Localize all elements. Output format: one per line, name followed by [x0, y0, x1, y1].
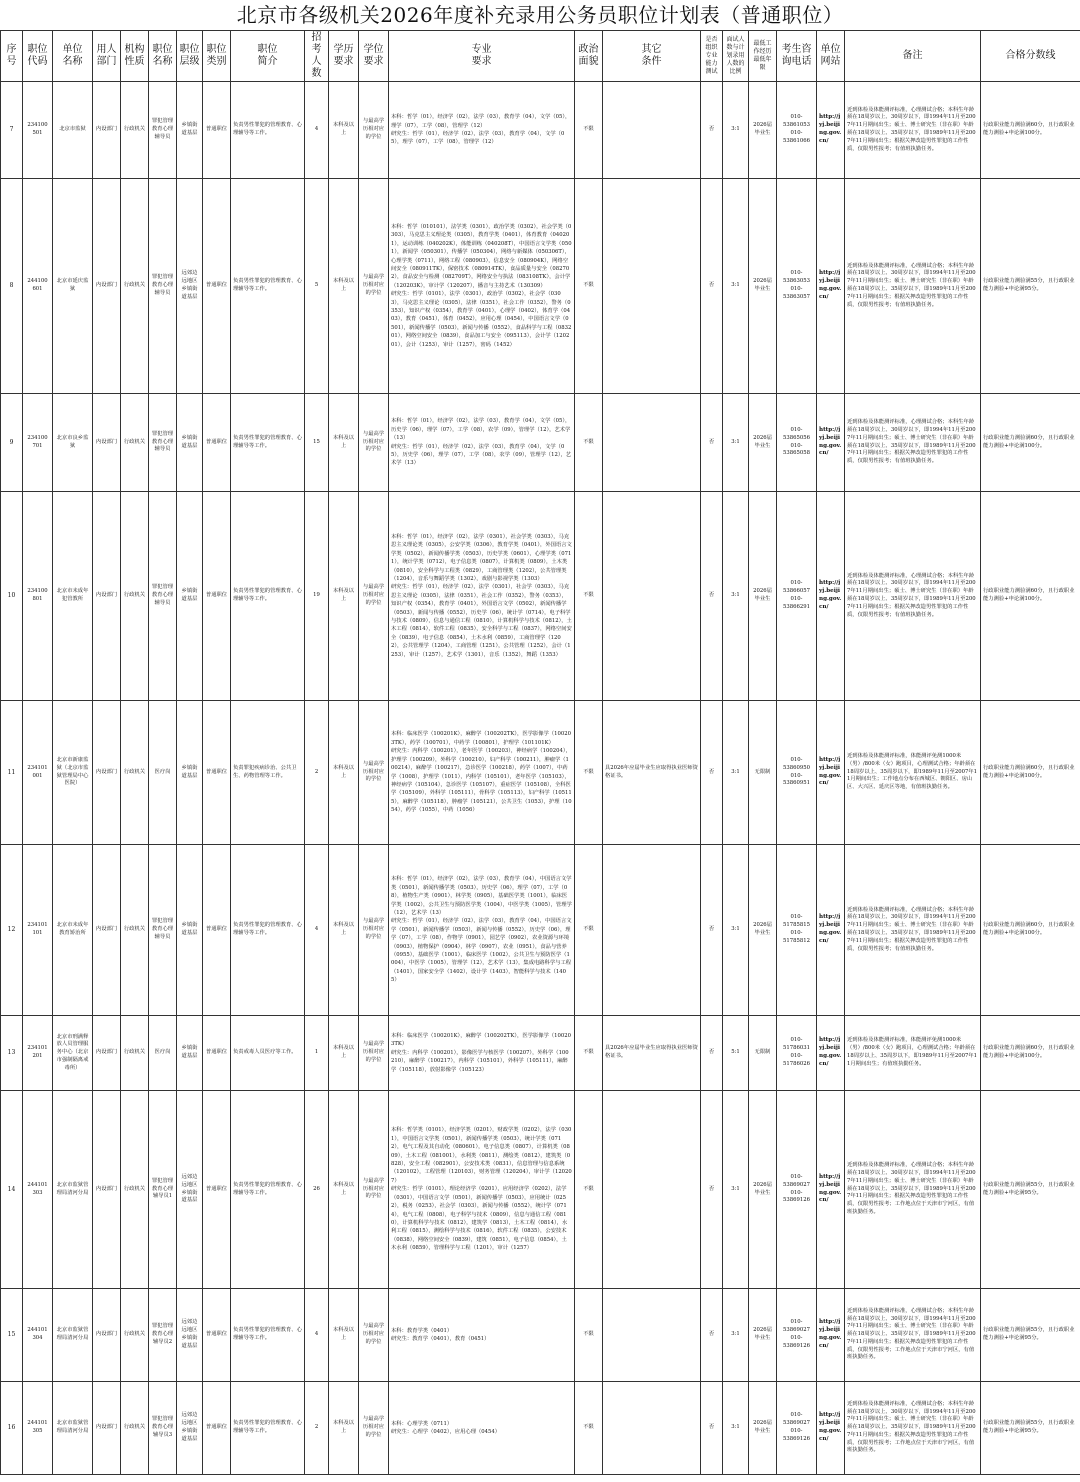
col-skill-test-header: 是否 组织 专业 能力 测试 [701, 31, 723, 82]
employing-dept: 内设部门 [93, 394, 121, 492]
col-ratio-header: 面试人 数与计 划录用 人数的 比例 [723, 31, 749, 82]
recruit-count: 4 [305, 82, 329, 179]
passing-score: 行政职业能力测验满55分，且行政职业能力测验+申论满95分。 [981, 1091, 1080, 1289]
work-experience: 无限制 [749, 701, 777, 845]
skill-test: 否 [701, 1382, 723, 1475]
major-requirement: 本科：临床医学（100201K），麻醉学（100202TK），医学影像学（100203TK） 研究生：内科学（100201），影像医学与核医学（100207），外科学（100210），麻醉学（100217），内科学（105101），外科学（105111），麻醉学（105118），放射影像学（105123） [389, 1016, 575, 1091]
col-code-header: 职位 代码 [23, 31, 53, 82]
position-code: 244101 305 [23, 1382, 53, 1475]
major-requirement: 本科：哲学（01），经济学（02），法学（03），教育学（04），中国语言文学类（0501），新闻传播学类（0503），历史学（06），理学（07），工学（08），植物生产类（0901），林学类（0905），基础医学类（1001），临床医学类（1002），公共卫生与预防医学类（1004），中医学类（1005），管理学（12），艺术学（13） 研究生：哲学（01），经济学（02），法学（03），教育学（04），中国语言文学（0501），新闻传播学（0503），新闻与传播（0552），历史学（06），理学（07），工学（08），作物学（0901），园艺学（0902），农业资源与环境（0903），植物保护（0904），林学（0907），农业（0951），食品与营养（0955），基础医学（1001），临床医学（1002），公共卫生与预防医学（1004），中医学（1005），管理学（12），艺术学（13），集成电路科学与工程（1401），国家安全学（1402），设计学（1403），智能科学与技术（1405） [389, 845, 575, 1016]
unit-name: 北京市延庆监狱 [53, 179, 93, 394]
unit-name: 北京市监狱管理局清河分局 [53, 1289, 93, 1382]
contact-phone: 010- 51786031 010- 51786026 [777, 1016, 817, 1091]
position-category: 普通职位 [203, 845, 231, 1016]
col-note-header: 备注 [845, 31, 981, 82]
contact-phone: 010- 53865056 010- 53865058 [777, 394, 817, 492]
position-category: 普通职位 [203, 1289, 231, 1382]
other-conditions [603, 1289, 701, 1382]
contact-phone: 010- 53869027 010- 53869126 [777, 1091, 817, 1289]
work-experience: 2026届毕业生 [749, 1091, 777, 1289]
unit-name: 北京市未成年犯管教所 [53, 492, 93, 701]
education-requirement: 本科及以上 [329, 1016, 359, 1091]
recruit-count: 15 [305, 394, 329, 492]
other-conditions [603, 179, 701, 394]
position-level: 远郊边远地区乡镇街道基层 [177, 1289, 203, 1382]
other-conditions [603, 394, 701, 492]
position-category: 普通职位 [203, 1016, 231, 1091]
row-index: 12 [1, 845, 23, 1016]
political-status: 不限 [575, 1091, 603, 1289]
col-major-header: 专业 要求 [389, 31, 575, 82]
unit-name: 北京市监狱管理局清河分局 [53, 1382, 93, 1475]
position-code: 244101 303 [23, 1091, 53, 1289]
remarks: 近到体检及体能测评标准，心理测试合格；本科生年龄须在18周岁以上、30周岁以下，即1994年11月至2007年11月期间出生；硕士、博士研究生（非在职）年龄须在18周岁以上、35周岁以下，即1989年11月至2007年11月期间出生；根据关押改造男性罪犯的工作性质，仅限男性报考；工作地点位于天津市宁河区，有值班执勤任务。 [845, 1289, 981, 1382]
table-row [1, 1382, 1080, 1475]
skill-test: 否 [701, 179, 723, 394]
interview-ratio: 3:1 [723, 845, 749, 1016]
political-status: 不限 [575, 179, 603, 394]
position-intro: 负责男性罪犯的管理教育、心理辅导等工作。 [231, 845, 305, 1016]
employing-dept: 内设部门 [93, 492, 121, 701]
position-level: 乡镇街道基层 [177, 82, 203, 179]
position-code: 234100 801 [23, 492, 53, 701]
org-nature: 行政机关 [121, 845, 149, 1016]
remarks: 近到体检及体能测评标准，心理测试合格；本科生年龄须在18周岁以上、30周岁以下，即1994年11月至2007年11月期间出生；硕士、博士研究生（非在职）年龄须在18周岁以上、35周岁以下，即1989年11月至2007年11月期间出生；根据关押改造男性罪犯的工作性质，仅限男性报考；工作地点位于天津市宁河区，有值班执勤任务。 [845, 1382, 981, 1475]
table-row [1, 701, 1080, 845]
other-conditions [603, 82, 701, 179]
employing-dept: 内设部门 [93, 1289, 121, 1382]
position-intro: 负责罪犯疾病诊治、公共卫生、药物管理等工作。 [231, 701, 305, 845]
political-status: 不限 [575, 394, 603, 492]
col-website-header: 单位 网站 [817, 31, 845, 82]
remarks: 近到体检及体能测评标准，心理测试合格；本科生年龄须在18周岁以上、30周岁以下，即1994年11月至2007年11月期间出生；硕士、博士研究生（非在职）年龄须在18周岁以上、35周岁以下，即1989年11月至2007年11月期间出生；根据关押改造男性罪犯的工作性质，仅限男性报考；有值班执勤任务。 [845, 82, 981, 179]
unit-website[interactable]: http://jyj.beijing.gov.cn/ [817, 701, 845, 845]
passing-score: 行政职业能力测验满55分，且行政职业能力测验+申论满95分。 [981, 179, 1080, 394]
unit-name: 北京市监狱 [53, 82, 93, 179]
position-name: 罪犯管理教育心理辅导员 [149, 394, 177, 492]
interview-ratio: 3:1 [723, 492, 749, 701]
recruit-count: 5 [305, 179, 329, 394]
skill-test: 否 [701, 701, 723, 845]
unit-website[interactable]: http://jyj.beijing.gov.cn/ [817, 82, 845, 179]
position-name: 罪犯管理教育心理辅导员 [149, 845, 177, 1016]
position-level: 乡镇街道基层 [177, 1016, 203, 1091]
contact-phone: 010- 51785815 010- 51785812 [777, 845, 817, 1016]
recruit-count: 26 [305, 1091, 329, 1289]
degree-requirement: 与最高学历相对应的学位 [359, 82, 389, 179]
remarks: 近到体检及体能测评标准，体能测评免测1000米（男）/800米（女）跑项目，心理测试合格；年龄须在18周岁以上、35周岁以下，即1989年11月至2007年11月期间出生；工作地点分布在西城区、朝阳区、房山区、大兴区、延庆区等地，有值班执勤任务。 [845, 701, 981, 845]
position-level: 乡镇街道基层 [177, 492, 203, 701]
row-index: 16 [1, 1382, 23, 1475]
interview-ratio: 5:1 [723, 1016, 749, 1091]
work-experience: 无限制 [749, 1016, 777, 1091]
col-degree-header: 学位 要求 [359, 31, 389, 82]
degree-requirement: 与最高学历相对应的学位 [359, 1289, 389, 1382]
employing-dept: 内设部门 [93, 179, 121, 394]
passing-score: 行政职业能力测验满55分，且行政职业能力测验+申论满95分。 [981, 1289, 1080, 1382]
work-experience: 2026届毕业生 [749, 1382, 777, 1475]
position-name: 罪犯管理教育心理辅导员 [149, 492, 177, 701]
employing-dept: 内设部门 [93, 82, 121, 179]
education-requirement: 本科及以上 [329, 1289, 359, 1382]
unit-website[interactable]: http://jyj.beijing.gov.cn/ [817, 1091, 845, 1289]
interview-ratio: 3:1 [723, 701, 749, 845]
position-code: 234101 101 [23, 845, 53, 1016]
table-header [1, 31, 1080, 82]
degree-requirement: 与最高学历相对应的学位 [359, 701, 389, 845]
unit-website[interactable]: http://jyj.beijing.gov.cn/ [817, 1289, 845, 1382]
position-level: 远郊边远地区乡镇街道基层 [177, 1382, 203, 1475]
row-index: 7 [1, 82, 23, 179]
unit-name: 北京市监狱管理局清河分局 [53, 1091, 93, 1289]
work-experience: 2026届毕业生 [749, 82, 777, 179]
degree-requirement: 与最高学历相对应的学位 [359, 492, 389, 701]
other-conditions [603, 1382, 701, 1475]
position-category: 普通职位 [203, 179, 231, 394]
position-name: 罪犯管理教育心理辅导员1 [149, 1091, 177, 1289]
position-level: 乡镇街道基层 [177, 845, 203, 1016]
skill-test: 否 [701, 1016, 723, 1091]
remarks: 近到体检及体能测评标准，心理测试合格；本科生年龄须在18周岁以上、30周岁以下，即1994年11月至2007年11月期间出生；硕士、博士研究生（非在职）年龄须在18周岁以上、35周岁以下，即1989年11月至2007年11月期间出生；根据关押改造男性罪犯的工作性质，仅限男性报考；有值班执勤任务。 [845, 492, 981, 701]
interview-ratio: 3:1 [723, 179, 749, 394]
political-status: 不限 [575, 82, 603, 179]
position-name: 医疗岗 [149, 701, 177, 845]
position-intro: 负责男性罪犯的管理教育、心理辅导等工作。 [231, 1091, 305, 1289]
position-name: 罪犯管理教育心理辅导员3 [149, 1382, 177, 1475]
position-intro: 负责男性罪犯的管理教育、心理辅导等工作。 [231, 1289, 305, 1382]
table-row [1, 179, 1080, 394]
row-index: 8 [1, 179, 23, 394]
political-status: 不限 [575, 492, 603, 701]
major-requirement: 本科：教育学类（0401） 研究生：教育学（0401），教育（0451） [389, 1289, 575, 1382]
position-category: 普通职位 [203, 82, 231, 179]
position-code: 234100 701 [23, 394, 53, 492]
row-index: 14 [1, 1091, 23, 1289]
position-name: 罪犯管理教育心理辅导员2 [149, 1289, 177, 1382]
contact-phone: 010- 53866057 010- 53866291 [777, 492, 817, 701]
position-level: 乡镇街道基层 [177, 394, 203, 492]
recruit-count: 4 [305, 1289, 329, 1382]
unit-website[interactable]: http://jyj.beijing.gov.cn/ [817, 845, 845, 1016]
org-nature: 行政机关 [121, 82, 149, 179]
employing-dept: 内设部门 [93, 701, 121, 845]
org-nature: 行政机关 [121, 492, 149, 701]
col-education-header: 学历 要求 [329, 31, 359, 82]
position-name: 医疗岗 [149, 1016, 177, 1091]
table-row [1, 492, 1080, 701]
education-requirement: 本科及以上 [329, 82, 359, 179]
degree-requirement: 与最高学历相对应的学位 [359, 845, 389, 1016]
major-requirement: 本科：哲学（010101），法学类（0301），政治学类（0302），社会学类（0303），马克思主义理论类（0305），教育学类（0401），体育教育（040201），运动训练（040202K），体能训练（040208T），中国语言文学类（0501），新闻学（050301），传播学（050304），网络与新媒体（050306T），心理学类（0711），网络工程（080903），信息安全（080904K），网络空间安全（080911TK），保密技术（080914TK），食品质量与安全（082702），食品安全与检测（082709T），网络安全与执法（083108TK），会计学（120203K），审计学（120207），播音与主持艺术（130309） 研究生：哲学（0101），法学（0301），政治学（0302），社会学（0303），马克思主义理论（0305），法律（0351），社会工作（0352），警务（0353），知识产权（0354），教育学（0401），心理学（0402），体育学（0403），教育（0451），体育（0452），应用心理（0454），中国语言文学（0501），新闻传播学（0503），新闻与传播（0552），食品科学与工程（083201），网络空间安全（0839），食品加工与安全（095113），会计学（120201），会计（1253），审计（1257），密码（1452） [389, 179, 575, 394]
document-title: 北京市各级机关2026年度补充录用公务员职位计划表（普通职位） [236, 3, 844, 27]
interview-ratio: 3:1 [723, 1289, 749, 1382]
passing-score: 行政职业能力测验满60分，且行政职业能力测验+申论满100分。 [981, 845, 1080, 1016]
position-name: 罪犯管理教育心理辅导员 [149, 179, 177, 394]
position-level: 远郊边远地区乡镇街道基层 [177, 179, 203, 394]
contact-phone: 010- 53861053 010- 53861066 [777, 82, 817, 179]
position-level: 远郊边远地区乡镇街道基层 [177, 1091, 203, 1289]
major-requirement: 本科：哲学（01），经济学（02），法学（03），教育学（04），文学（05），理学（07），工学（08），管理学（12） 研究生：哲学（01），经济学（02），法学（03），教育学（04），文学（05），理学（07），工学（08），管理学（12） [389, 82, 575, 179]
table-body [1, 82, 1080, 1475]
position-code: 234101 201 [23, 1016, 53, 1091]
table-row [1, 82, 1080, 179]
unit-name: 北京市新康监狱（北京市监狱管理局中心医院） [53, 701, 93, 845]
position-code: 234101 001 [23, 701, 53, 845]
interview-ratio: 3:1 [723, 394, 749, 492]
major-requirement: 本科：哲学（01），经济学（02），法学（0301），社会学类（0303），马克思主义理论类（0305），公安学类（0306），教育学类（0401），外国语言文学类（0502），新闻传播学类（0503），历史学类（0601），心理学类（0711），统计学类（0712），电子信息类（0807），计算机类（0809），土木类（0810），安全科学与工程类（0829），工商管理类（1202），公共管理类（1204），音乐与舞蹈学类（1302），戏剧与影视学类（1303） 研究生：哲学（01），经济学（02），法学（0301），社会学（0303），马克思主义理论（0305），法律（0351），社会工作（0352），警务（0353），知识产权（0354），教育学（0401），外国语言文学（0502），新闻传播学（0503），新闻与传播（0552），历史学（06），统计学（0714），电子科学与技术（0809），信息与通信工程（0810），计算机科学与技术（0812），土木工程（0814），软件工程（0835），安全科学与工程（0837），网络空间安全（0839），电子信息（0854），土木水利（0859），工商管理学（1202），公共管理学（1204），工商管理（1251），公共管理（1252），会计（1253），审计（1257），艺术学（1301），音乐（1352），舞蹈（1353） [389, 492, 575, 701]
major-requirement: 本科：哲学（01），经济学（02），法学（03），教育学（04），文学（05），历史学（06），理学（07），工学（08），农学（09），管理学（12），艺术学（13） 研究生：哲学（01），经济学（02），法学（03），教育学（04），文学（05），历史学（06），理学（07），工学（08），农学（09），管理学（12），艺术学（13） [389, 394, 575, 492]
other-conditions: 具2026年应届毕业生应取得执业医师资格证书。 [603, 701, 701, 845]
interview-ratio: 3:1 [723, 1091, 749, 1289]
col-intro-header: 职位 简介 [231, 31, 305, 82]
position-category: 普通职位 [203, 394, 231, 492]
education-requirement: 本科及以上 [329, 1382, 359, 1475]
political-status: 不限 [575, 845, 603, 1016]
position-plan-table [0, 30, 1080, 1475]
work-experience: 2026届毕业生 [749, 394, 777, 492]
col-category-header: 职位 类别 [203, 31, 231, 82]
col-score-header: 合格分数线 [981, 31, 1080, 82]
table-row [1, 394, 1080, 492]
other-conditions: 具2026年应届毕业生应取得执业医师资格证书。 [603, 1016, 701, 1091]
position-level: 乡镇街道基层 [177, 701, 203, 845]
other-conditions [603, 845, 701, 1016]
education-requirement: 本科及以上 [329, 492, 359, 701]
position-category: 普通职位 [203, 492, 231, 701]
row-index: 10 [1, 492, 23, 701]
skill-test: 否 [701, 1289, 723, 1382]
org-nature: 行政机关 [121, 179, 149, 394]
table-row [1, 1289, 1080, 1382]
col-count-header: 招考 人数 [305, 31, 329, 82]
position-intro: 负责男性罪犯的管理教育、心理辅导等工作。 [231, 82, 305, 179]
position-code: 244100 601 [23, 179, 53, 394]
remarks: 近到体检及体能测评标准，心理测试合格；本科生年龄须在18周岁以上、30周岁以下，即1994年11月至2007年11月期间出生；硕士、博士研究生（非在职）年龄须在18周岁以上、35周岁以下，即1989年11月至2007年11月期间出生；根据关押改造男性罪犯的工作性质，仅限男性报考；有值班执勤任务。 [845, 845, 981, 1016]
org-nature: 行政机关 [121, 1289, 149, 1382]
education-requirement: 本科及以上 [329, 845, 359, 1016]
position-category: 普通职位 [203, 1382, 231, 1475]
employing-dept: 内设部门 [93, 845, 121, 1016]
org-nature: 行政机关 [121, 1016, 149, 1091]
unit-website[interactable]: http://jyj.beijing.gov.cn/ [817, 179, 845, 394]
col-index-header: 序号 [1, 31, 23, 82]
col-dept-header: 用人 部门 [93, 31, 121, 82]
row-index: 9 [1, 394, 23, 492]
work-experience: 2026届毕业生 [749, 1289, 777, 1382]
major-requirement: 本科：哲学类（0101），经济学类（0201），财政学类（0202），法学（0301），中国语言文学类（0501），新闻传播学类（0503），统计学类（0712），电气工程及其自动化（080601），电子信息类（0807），计算机类（0809），土木工程（081001），水利类（0811），测绘类（0812），建筑类（0828），安全工程（082901），公安技术类（0831），信息管理与信息系统（120102），工程管理（120103），财务管理（120204），审计学（120207） 研究生：哲学（0101），理论经济学（0201），应用经济学（0202），法学（0301），中国语言文学（0501），新闻传播学（0503），应用统计（0252），税务（0253），社会学（0303），新闻与传播（0552），统计学（0714），电气工程（0808），电子科学与技术（0809），信息与通信工程（0810），计算机科学与技术（0812），建筑学（0813），土木工程（0814），水利工程（0815），测绘科学与技术（0816），软件工程（0835），公安技术（0838），网络空间安全（0839），建筑（0851），电子信息（0854），土木水利（0859），管理科学与工程（1201），审计（1257） [389, 1091, 575, 1289]
position-category: 普通职位 [203, 701, 231, 845]
skill-test: 否 [701, 845, 723, 1016]
education-requirement: 本科及以上 [329, 701, 359, 845]
position-name: 罪犯管理教育心理辅导员 [149, 82, 177, 179]
degree-requirement: 与最高学历相对应的学位 [359, 1382, 389, 1475]
org-nature: 行政机关 [121, 701, 149, 845]
unit-website[interactable]: http://jyj.beijing.gov.cn/ [817, 492, 845, 701]
unit-website[interactable]: http://jyj.beijing.gov.cn/ [817, 1382, 845, 1475]
political-status: 不限 [575, 1382, 603, 1475]
unit-name: 北京市刑满释放人员管理服务中心（北京市强制隔离戒毒所） [53, 1016, 93, 1091]
col-political-header: 政治 面貌 [575, 31, 603, 82]
work-experience: 2026届毕业生 [749, 845, 777, 1016]
education-requirement: 本科及以上 [329, 1091, 359, 1289]
skill-test: 否 [701, 394, 723, 492]
position-intro: 负责男性罪犯的管理教育、心理辅导等工作。 [231, 394, 305, 492]
position-intro: 负责男性罪犯的管理教育、心理辅导等工作。 [231, 179, 305, 394]
org-nature: 行政机关 [121, 1091, 149, 1289]
other-conditions [603, 1091, 701, 1289]
recruit-count: 19 [305, 492, 329, 701]
org-nature: 行政机关 [121, 394, 149, 492]
work-experience: 2026届毕业生 [749, 492, 777, 701]
contact-phone: 010- 53869027 010- 53869126 [777, 1289, 817, 1382]
skill-test: 否 [701, 82, 723, 179]
passing-score: 行政职业能力测验满60分，且行政职业能力测验+申论满100分。 [981, 701, 1080, 845]
passing-score: 行政职业能力测验满55分，且行政职业能力测验+申论满95分。 [981, 1382, 1080, 1475]
recruit-count: 2 [305, 701, 329, 845]
row-index: 15 [1, 1289, 23, 1382]
row-index: 11 [1, 701, 23, 845]
passing-score: 行政职业能力测验满60分，且行政职业能力测验+申论满100分。 [981, 82, 1080, 179]
unit-website[interactable]: http://jyj.beijing.gov.cn/ [817, 394, 845, 492]
table-row [1, 1091, 1080, 1289]
col-level-header: 职位 层级 [177, 31, 203, 82]
education-requirement: 本科及以上 [329, 179, 359, 394]
remarks: 近到体检及体能测评标准，心理测试合格；本科生年龄须在18周岁以上、30周岁以下，即1994年11月至2007年11月期间出生；硕士、博士研究生（非在职）年龄须在18周岁以上、35周岁以下，即1989年11月至2007年11月期间出生；根据关押改造男性罪犯的工作性质，仅限男性报考；工作地点位于天津市宁河区，有值班执勤任务。 [845, 1091, 981, 1289]
col-unit-header: 单位 名称 [53, 31, 93, 82]
table-row [1, 845, 1080, 1016]
col-position-name-header: 职位 名称 [149, 31, 177, 82]
employing-dept: 内设部门 [93, 1016, 121, 1091]
position-intro: 负责戒毒人员医疗等工作。 [231, 1016, 305, 1091]
political-status: 不限 [575, 701, 603, 845]
employing-dept: 内设部门 [93, 1091, 121, 1289]
position-intro: 负责男性罪犯的管理教育、心理辅导等工作。 [231, 492, 305, 701]
major-requirement: 本科：临床医学（100201K），麻醉学（100202TK），医学影像学（100203TK），药学（100701），中药学（100801），护理学（101101K） 研究生：内科学（100201），老年医学（100203），神经病学（100204），护理学（100209），外科学（100210），妇产科学（100211），肿瘤学（100214），麻醉学（100217），急诊医学（100218），药学（1007），中药学（1008），护理学（1011），内科学（105101），老年医学（105103），神经病学（105104），急诊医学（105107），重症医学（105108），全科医学（105109），外科学（105111），骨科学（105113），妇产科学（105115），麻醉学（105118），肿瘤学（105121），公共卫生（1053），护理（1054），药学（1055），中药（1056） [389, 701, 575, 845]
table-row [1, 1016, 1080, 1091]
degree-requirement: 与最高学历相对应的学位 [359, 1016, 389, 1091]
recruit-count: 4 [305, 845, 329, 1016]
position-intro: 负责男性罪犯的管理教育、心理辅导等工作。 [231, 1382, 305, 1475]
contact-phone: 010- 53863053 010- 53863057 [777, 179, 817, 394]
col-phone-header: 考生咨 询电话 [777, 31, 817, 82]
row-index: 13 [1, 1016, 23, 1091]
skill-test: 否 [701, 1091, 723, 1289]
unit-name: 北京市良乡监狱 [53, 394, 93, 492]
contact-phone: 010- 53860950 010- 53860951 [777, 701, 817, 845]
other-conditions [603, 492, 701, 701]
remarks: 近到体检及体能测评标准，心理测试合格；本科生年龄须在18周岁以上、30周岁以下，即1994年11月至2007年11月期间出生；硕士、博士研究生（非在职）年龄须在18周岁以上、35周岁以下，即1989年11月至2007年11月期间出生；根据关押改造男性罪犯的工作性质，仅限男性报考；有值班执勤任务。 [845, 394, 981, 492]
position-code: 244101 304 [23, 1289, 53, 1382]
col-other-header: 其它 条件 [603, 31, 701, 82]
major-requirement: 本科：心理学类（0711） 研究生：心理学（0402），应用心理（0454） [389, 1382, 575, 1475]
position-code: 234100 501 [23, 82, 53, 179]
degree-requirement: 与最高学历相对应的学位 [359, 179, 389, 394]
position-category: 普通职位 [203, 1091, 231, 1289]
employing-dept: 内设部门 [93, 1382, 121, 1475]
degree-requirement: 与最高学历相对应的学位 [359, 1091, 389, 1289]
col-experience-header: 最低工 作经历 最低年 限 [749, 31, 777, 82]
recruit-count: 1 [305, 1016, 329, 1091]
org-nature: 行政机关 [121, 1382, 149, 1475]
col-nature-header: 机构 性质 [121, 31, 149, 82]
skill-test: 否 [701, 492, 723, 701]
degree-requirement: 与最高学历相对应的学位 [359, 394, 389, 492]
work-experience: 2026届毕业生 [749, 179, 777, 394]
political-status: 不限 [575, 1289, 603, 1382]
remarks: 近到体检及体能测评标准，体能测评免测1000米（男）/800米（女）跑项目，心理测试合格；年龄须在18周岁以上、35周岁以下，即1989年11月至2007年11月期间出生；有值班执勤任务。 [845, 1016, 981, 1091]
interview-ratio: 3:1 [723, 82, 749, 179]
unit-website[interactable]: http://jyj.beijing.gov.cn/ [817, 1016, 845, 1091]
education-requirement: 本科及以上 [329, 394, 359, 492]
unit-name: 北京市未成年教育矫治所 [53, 845, 93, 1016]
remarks: 近到体检及体能测评标准，心理测试合格；本科生年龄须在18周岁以上、30周岁以下，即1994年11月至2007年11月期间出生；硕士、博士研究生（非在职）年龄须在18周岁以上、35周岁以下，即1989年11月至2007年11月期间出生；根据关押改造男性罪犯的工作性质，仅限男性报考；有值班执勤任务。 [845, 179, 981, 394]
political-status: 不限 [575, 1016, 603, 1091]
contact-phone: 010- 53869027 010- 53869126 [777, 1382, 817, 1475]
recruit-count: 2 [305, 1382, 329, 1475]
interview-ratio: 3:1 [723, 1382, 749, 1475]
passing-score: 行政职业能力测验满60分，且行政职业能力测验+申论满100分。 [981, 1016, 1080, 1091]
passing-score: 行政职业能力测验满60分，且行政职业能力测验+申论满100分。 [981, 492, 1080, 701]
passing-score: 行政职业能力测验满60分，且行政职业能力测验+申论满100分。 [981, 394, 1080, 492]
